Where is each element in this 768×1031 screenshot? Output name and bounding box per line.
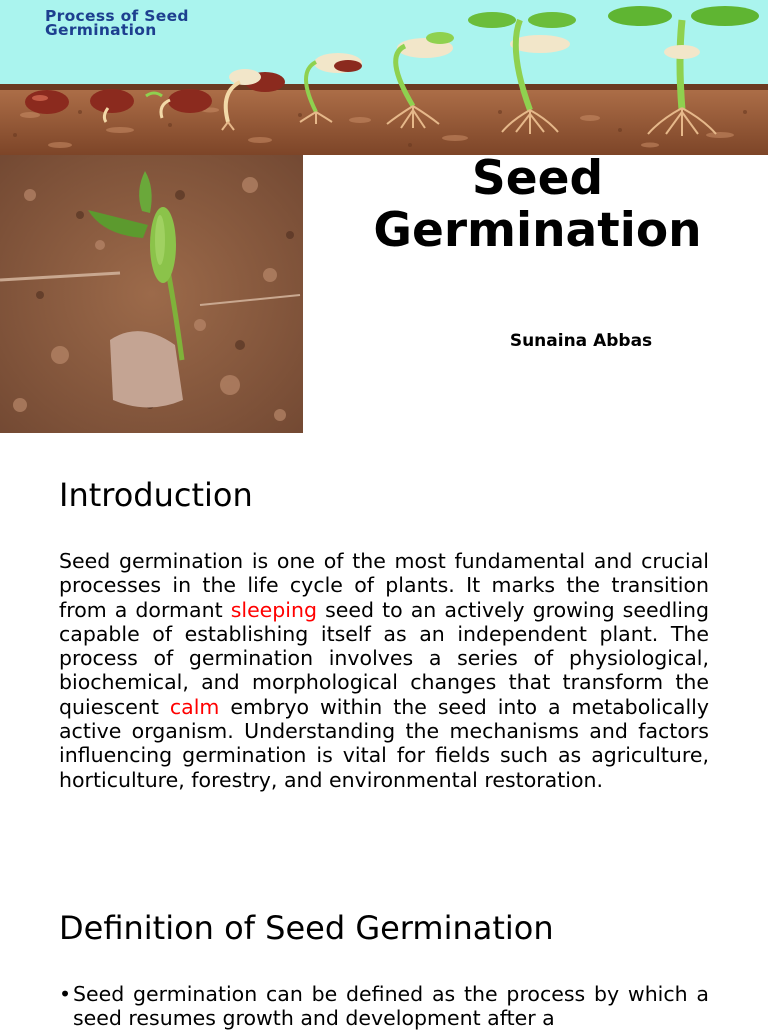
intro-text-part1: Seed germination is one of the most fundamental and crucial processes in the life cycle of plants. It marks the transition from a dormant bbox=[59, 549, 709, 622]
header-banner bbox=[0, 0, 768, 155]
bullet-icon: • bbox=[59, 982, 72, 1006]
highlight-sleeping: sleeping bbox=[230, 597, 318, 622]
banner-title-line2: Germination bbox=[45, 21, 157, 39]
title-line2: Germination bbox=[373, 203, 702, 258]
document-title bbox=[320, 153, 755, 257]
seedling-photo bbox=[0, 155, 303, 433]
seedling-in-soil-image bbox=[0, 155, 303, 433]
intro-text-part3: embryo within the seed into a metabolically active organism. Understanding the mechanisms and factors influencing germination is vital for fields such as agriculture, horticulture, forestry, and environmental restoration. bbox=[59, 694, 709, 792]
bullet-text: Seed germination can be defined as the process by which a seed resumes growth and development after a bbox=[73, 982, 709, 1031]
title-line1: Seed bbox=[471, 151, 604, 206]
author-name: Sunaina Abbas bbox=[509, 331, 653, 351]
list-item bbox=[59, 982, 709, 1031]
intro-text-part2: seed to an actively growing seedling capable of establishing itself as an independent plant. The process of germination involves a series of physiological, biochemical, and morphological changes that transform the quiescent bbox=[59, 597, 709, 719]
highlight-calm: calm bbox=[169, 694, 220, 719]
introduction-heading: Introduction bbox=[59, 476, 253, 514]
introduction-paragraph bbox=[59, 549, 709, 792]
definition-heading: Definition of Seed Germination bbox=[59, 909, 554, 947]
banner-title-line1: Process of Seed bbox=[45, 7, 189, 25]
banner-title bbox=[45, 9, 189, 37]
definition-bullet-list bbox=[59, 982, 709, 1031]
